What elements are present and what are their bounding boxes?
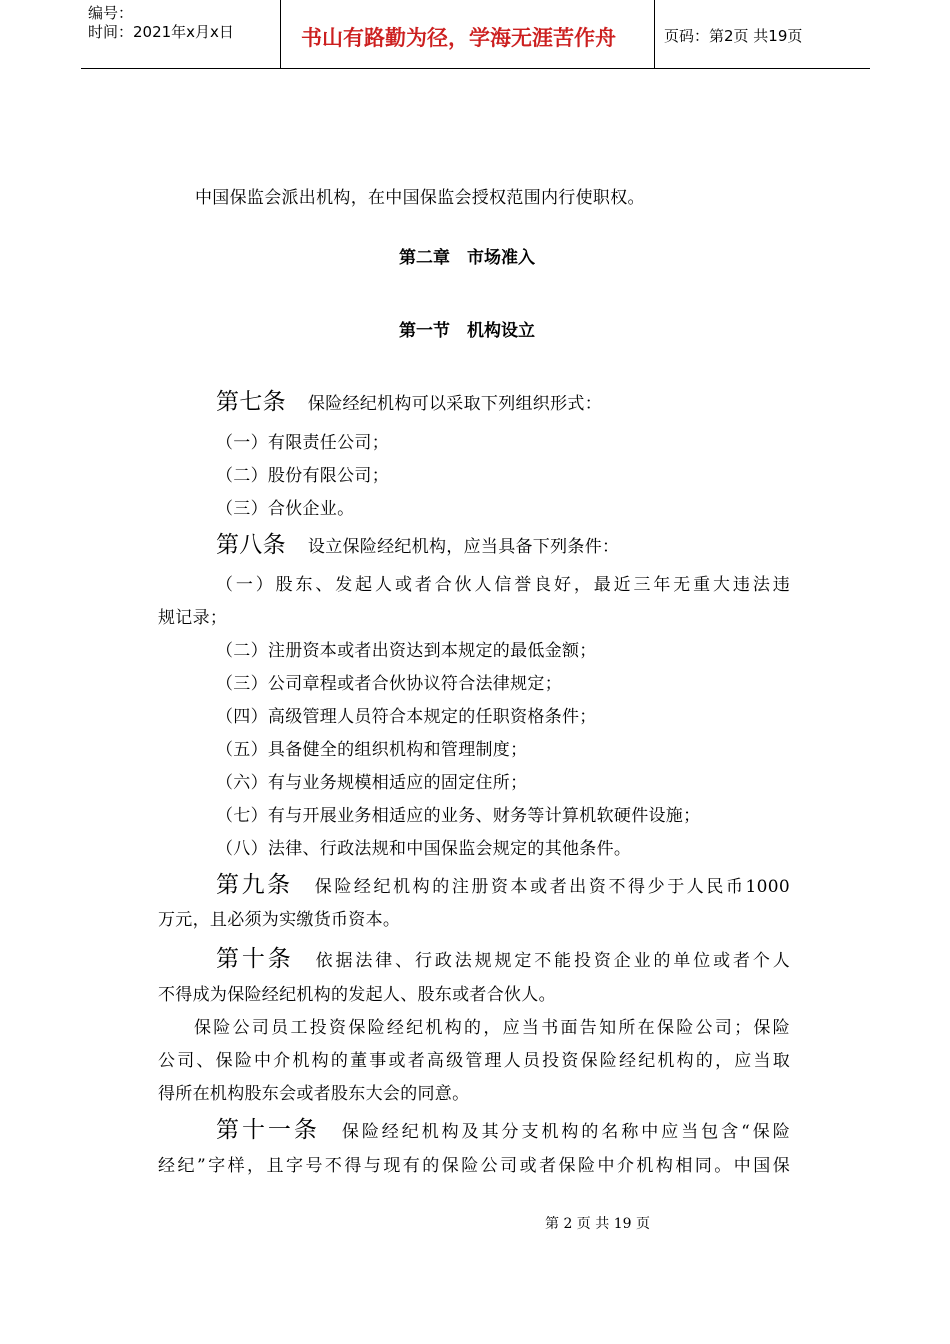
header-page-info: 页码：第2页 共19页: [664, 27, 803, 45]
chapter-heading: 第二章 市场准入: [399, 248, 535, 268]
list-item: （二）注册资本或者出资达到本规定的最低金额；: [216, 641, 597, 661]
article-7-title: 第七条: [216, 389, 286, 415]
article-10-title: 第十条: [216, 946, 294, 972]
article-10-paragraph-2-line-3: 得所在机构股东会或者股东大会的同意。: [158, 1084, 470, 1104]
header-number-label: 编号：: [88, 4, 134, 22]
article-11: [216, 1111, 790, 1144]
article-10-paragraph-2: 保险公司员工投资保险经纪机构的，应当书面告知所在保险公司；保险: [194, 1018, 790, 1038]
article-9-text: 保险经纪机构的注册资本或者出资不得少于人民币1000: [314, 877, 790, 897]
article-9: [216, 866, 790, 899]
list-item: （三）公司章程或者合伙协议符合法律规定；: [216, 674, 562, 694]
article-11-title: 第十一条: [216, 1117, 320, 1143]
list-item-continuation: 规记录；: [158, 608, 228, 628]
article-8-text: 设立保险经纪机构，应当具备下列条件：: [307, 537, 620, 557]
header-date-label: 时间：2021年x月x日: [88, 23, 234, 41]
list-item: （四）高级管理人员符合本规定的任职资格条件；: [216, 707, 597, 727]
header-divider: [280, 0, 281, 68]
intro-paragraph: 中国保监会派出机构，在中国保监会授权范围内行使职权。: [195, 188, 645, 208]
article-10-paragraph-2-line-2: 公司、保险中介机构的董事或者高级管理人员投资保险经纪机构的，应当取: [158, 1051, 790, 1071]
page-footer: 第 2 页 共 19 页: [545, 1216, 650, 1232]
article-11-text: 保险经纪机构及其分支机构的名称中应当包含“保险: [341, 1122, 791, 1142]
list-item: （二）股份有限公司；: [216, 466, 389, 486]
article-9-title: 第九条: [216, 872, 293, 898]
list-item: （一）有限责任公司；: [216, 433, 389, 453]
article-11-continuation: 经纪”字样，且字号不得与现有的保险公司或者保险中介机构相同。中国保: [158, 1156, 790, 1176]
section-heading: 第一节 机构设立: [399, 321, 535, 341]
article-10-continuation: 不得成为保险经纪机构的发起人、股东或者合伙人。: [158, 985, 556, 1005]
list-item: （七）有与开展业务相适应的业务、财务等计算机软硬件设施；: [216, 806, 701, 826]
article-8: [216, 526, 619, 559]
article-10: [216, 940, 790, 973]
article-10-text: 依据法律、行政法规规定不能投资企业的单位或者个人: [315, 951, 790, 971]
list-item: （五）具备健全的组织机构和管理制度；: [216, 740, 528, 760]
header-divider: [654, 0, 655, 68]
list-item: （八）法律、行政法规和中国保监会规定的其他条件。: [216, 839, 632, 859]
list-item: （三）合伙企业。: [216, 499, 355, 519]
header-motto: 书山有路勤为径，学海无涯苦作舟: [301, 26, 616, 50]
article-9-continuation: 万元，且必须为实缴货币资本。: [158, 910, 401, 930]
article-8-title: 第八条: [216, 532, 286, 558]
list-item: （一）股东、发起人或者合伙人信誉良好，最近三年无重大违法违: [216, 575, 790, 595]
article-7-text: 保险经纪机构可以采取下列组织形式：: [307, 394, 603, 414]
list-item: （六）有与业务规模相适应的固定住所；: [216, 773, 528, 793]
article-7: [216, 383, 602, 416]
